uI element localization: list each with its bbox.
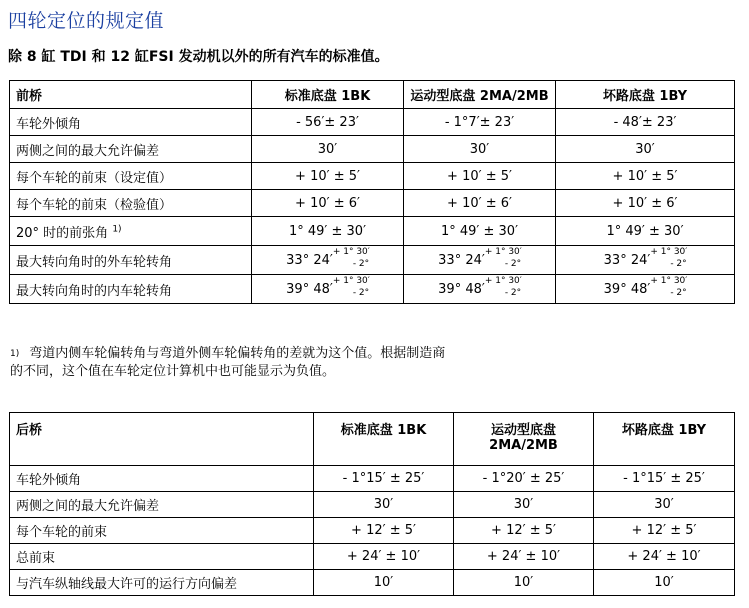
footnote-marker: 1)	[112, 224, 122, 235]
table-cell: + 10′ ± 5′	[556, 163, 735, 190]
tolerance-base: 39° 48′	[438, 281, 485, 297]
table-cell: 30′	[454, 492, 594, 518]
table-header-row	[10, 81, 735, 109]
table-row	[10, 466, 735, 492]
tolerance-base: 39° 48′	[603, 281, 651, 297]
front-axle-table	[9, 80, 735, 304]
column-header: 运动型底盘 2MA/2MB	[454, 413, 594, 466]
row-label: 车轮外倾角	[10, 109, 252, 136]
table-cell: - 56′± 23′	[252, 109, 404, 136]
table-row	[10, 518, 735, 544]
table-cell: + 12′ ± 5′	[314, 518, 454, 544]
tolerance-lower: - 2°	[504, 259, 522, 269]
table-row	[10, 492, 735, 518]
footnote-text: 弯道内侧车轮偏转角与弯道外侧车轮偏转角的差就为这个值。根据制造商的不同，这个值在车轮定位计算机中也可能显示为负值。	[10, 346, 446, 379]
table-cell	[556, 275, 735, 304]
row-label: 与汽车纵轴线最大许可的运行方向偏差	[10, 570, 314, 596]
table-cell: + 10′ ± 6′	[404, 190, 556, 217]
tolerance-upper: + 1° 30′	[650, 247, 688, 257]
row-label: 总前束	[10, 544, 314, 570]
tolerance-upper: + 1° 30′	[650, 276, 688, 286]
column-header: 后桥	[10, 413, 314, 466]
table-cell: 30′	[404, 136, 556, 163]
table-cell: 30′	[556, 136, 735, 163]
table-cell: + 24′ ± 10′	[454, 544, 594, 570]
table-cell: 10′	[594, 570, 735, 596]
tolerance-upper: + 1° 30′	[484, 247, 522, 257]
column-header: 坏路底盘 1BY	[594, 413, 735, 466]
table-row	[10, 544, 735, 570]
tolerance-base: 33° 24′	[438, 252, 485, 268]
table-cell: + 12′ ± 5′	[454, 518, 594, 544]
table-cell: 30′	[314, 492, 454, 518]
table-row	[10, 246, 735, 275]
table-cell: 10′	[454, 570, 594, 596]
column-header: 坏路底盘 1BY	[556, 81, 735, 109]
table-cell: 1° 49′ ± 30′	[404, 217, 556, 246]
table-cell: 10′	[314, 570, 454, 596]
table-cell: - 48′± 23′	[556, 109, 735, 136]
table-cell	[404, 275, 556, 304]
table-cell: - 1°20′ ± 25′	[454, 466, 594, 492]
row-label: 每个车轮的前束（检验值）	[10, 190, 252, 217]
table-cell	[556, 246, 735, 275]
table-row	[10, 136, 735, 163]
footnote	[10, 345, 450, 381]
table-row	[10, 190, 735, 217]
row-label: 最大转向角时的外车轮转角	[10, 246, 252, 275]
tolerance-upper: + 1° 30′	[332, 247, 370, 257]
rear-axle-table	[9, 412, 735, 596]
column-header: 运动型底盘 2MA/2MB	[404, 81, 556, 109]
tolerance-upper: + 1° 30′	[484, 276, 522, 286]
table-cell: 30′	[594, 492, 735, 518]
table-row	[10, 109, 735, 136]
table-cell: - 1°15′ ± 25′	[594, 466, 735, 492]
tolerance-base: 39° 48′	[286, 281, 333, 297]
row-label: 两侧之间的最大允许偏差	[10, 492, 314, 518]
tolerance-upper: + 1° 30′	[332, 276, 370, 286]
table-cell: 1° 49′ ± 30′	[556, 217, 735, 246]
table-row	[10, 275, 735, 304]
footnote-mark: 1)	[10, 349, 20, 359]
row-label-text: 20° 时的前张角	[16, 225, 109, 241]
table-cell: + 10′ ± 5′	[252, 163, 404, 190]
row-label: 车轮外倾角	[10, 466, 314, 492]
table-cell: + 24′ ± 10′	[314, 544, 454, 570]
table-cell	[252, 246, 404, 275]
table-cell: + 10′ ± 6′	[252, 190, 404, 217]
tolerance-lower: - 2°	[670, 259, 687, 269]
table-cell	[404, 246, 556, 275]
row-label: 每个车轮的前束（设定值）	[10, 163, 252, 190]
page-subtitle: 除 8 缸 TDI 和 12 缸FSI 发动机以外的所有汽车的标准值。	[8, 49, 389, 65]
row-label: 两侧之间的最大允许偏差	[10, 136, 252, 163]
row-label	[10, 217, 252, 246]
page-title: 四轮定位的规定值	[8, 10, 165, 32]
table-header-row	[10, 413, 735, 466]
table-cell: - 1°7′± 23′	[404, 109, 556, 136]
row-label: 最大转向角时的内车轮转角	[10, 275, 252, 304]
table-cell: 1° 49′ ± 30′	[252, 217, 404, 246]
tolerance-lower: - 2°	[352, 259, 370, 269]
column-header: 标准底盘 1BK	[314, 413, 454, 466]
table-cell: - 1°15′ ± 25′	[314, 466, 454, 492]
table-cell: + 10′ ± 5′	[404, 163, 556, 190]
tolerance-lower: - 2°	[504, 288, 522, 298]
column-header: 标准底盘 1BK	[252, 81, 404, 109]
table-cell: + 24′ ± 10′	[594, 544, 735, 570]
tolerance-lower: - 2°	[670, 288, 687, 298]
table-cell: + 12′ ± 5′	[594, 518, 735, 544]
table-row	[10, 570, 735, 596]
table-cell: 30′	[252, 136, 404, 163]
tolerance-base: 33° 24′	[603, 252, 651, 268]
column-header: 前桥	[10, 81, 252, 109]
tolerance-lower: - 2°	[352, 288, 370, 298]
row-label: 每个车轮的前束	[10, 518, 314, 544]
table-row	[10, 163, 735, 190]
table-row	[10, 217, 735, 246]
tolerance-base: 33° 24′	[286, 252, 333, 268]
table-cell: + 10′ ± 6′	[556, 190, 735, 217]
table-cell	[252, 275, 404, 304]
